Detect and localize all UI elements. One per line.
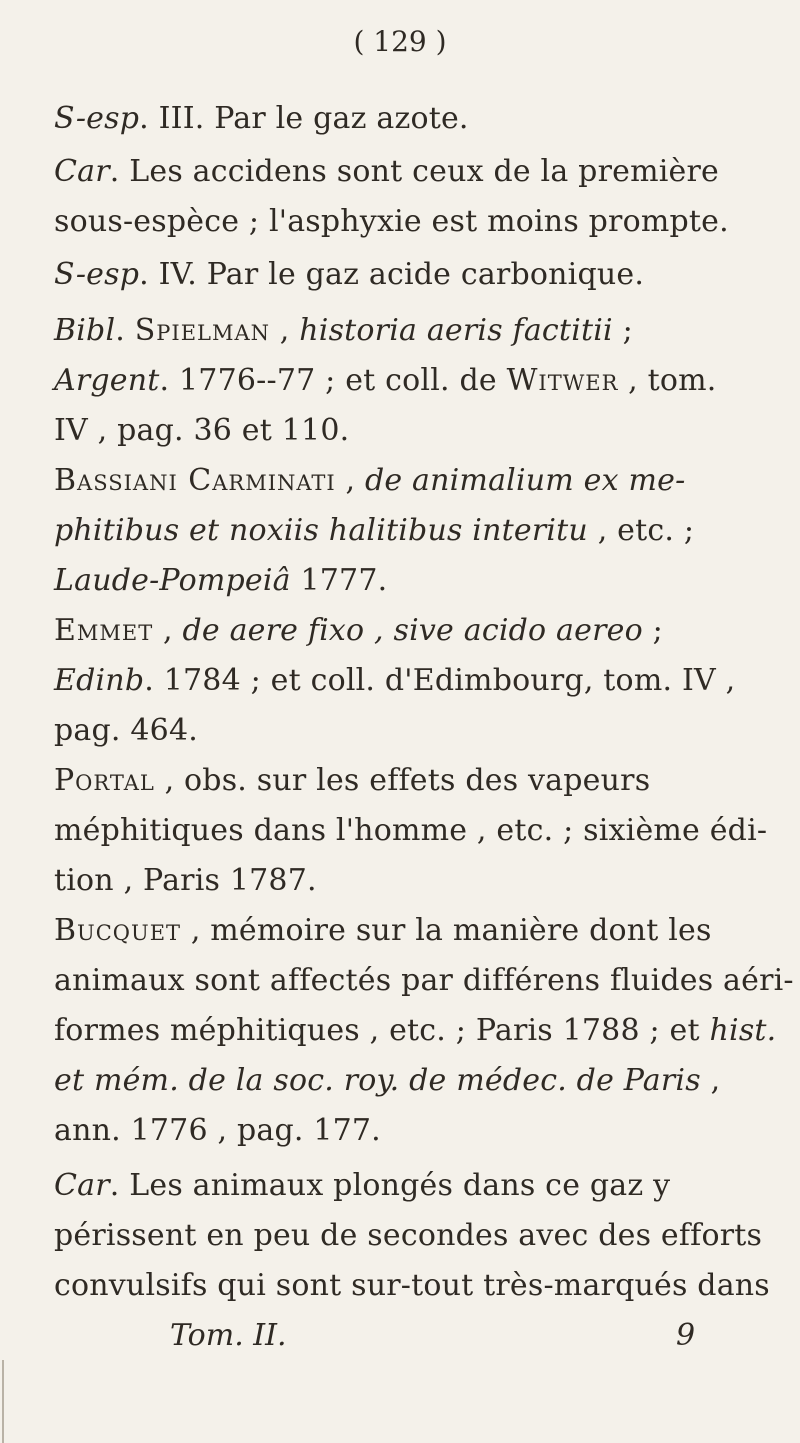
text-run: ; bbox=[612, 313, 633, 348]
text-line bbox=[54, 412, 349, 450]
text-run: S-esp bbox=[54, 101, 140, 136]
text-run: Bibl bbox=[54, 313, 116, 348]
text-run: Laude-Pompeiâ bbox=[54, 563, 291, 598]
text-run: phitibus et noxiis halitibus interitu bbox=[54, 513, 588, 548]
text-run: méphitiques dans l'homme , etc. ; sixième édi- bbox=[54, 813, 768, 848]
text-line bbox=[54, 812, 767, 850]
text-run: , bbox=[153, 613, 183, 648]
text-run: périssent en peu de secondes avec des efforts bbox=[54, 1218, 763, 1253]
text-line bbox=[54, 203, 729, 241]
text-run: Witwer bbox=[506, 363, 619, 398]
text-run: IV , pag. 36 et 110. bbox=[54, 413, 350, 448]
text-run: historia aeris factitii bbox=[299, 313, 613, 348]
signature-mark: Tom. II. bbox=[170, 1318, 287, 1353]
text-run: Edinb bbox=[54, 663, 145, 698]
text-line bbox=[54, 1062, 720, 1100]
text-run: , bbox=[270, 313, 300, 348]
text-line bbox=[54, 153, 719, 191]
text-line bbox=[54, 912, 712, 950]
text-line bbox=[54, 562, 387, 600]
text-run: , bbox=[335, 463, 365, 498]
text-line bbox=[54, 612, 663, 650]
text-run: ; bbox=[642, 613, 663, 648]
text-line bbox=[54, 256, 644, 294]
text-run: . 1776--77 ; et coll. de bbox=[159, 363, 507, 398]
text-run: Car bbox=[54, 154, 110, 189]
text-run: , bbox=[700, 1063, 721, 1098]
text-line bbox=[54, 1167, 670, 1205]
text-run: . bbox=[115, 313, 135, 348]
text-line bbox=[54, 962, 794, 1000]
text-line bbox=[54, 1012, 776, 1050]
text-run: Emmet bbox=[54, 613, 154, 648]
text-run: , etc. ; bbox=[587, 513, 695, 548]
text-line bbox=[54, 1217, 762, 1255]
text-run: . IV. Par le gaz acide carbonique. bbox=[139, 257, 645, 292]
text-line bbox=[54, 712, 198, 750]
sheet-number: 9 bbox=[676, 1318, 696, 1353]
page-number: ( 129 ) bbox=[353, 25, 447, 58]
text-run: Bucquet bbox=[54, 913, 182, 948]
text-line bbox=[54, 662, 735, 700]
text-run: animaux sont affectés par différens fluides aéri- bbox=[54, 963, 794, 998]
text-run: formes méphitiques , etc. ; Paris 1788 ; et bbox=[54, 1013, 710, 1048]
text-run: Portal bbox=[54, 763, 155, 798]
text-run: et mém. de la soc. roy. de médec. de Paris bbox=[54, 1063, 701, 1098]
text-line bbox=[54, 1267, 770, 1305]
text-run: S-esp bbox=[54, 257, 140, 292]
text-run: , mémoire sur la manière dont les bbox=[181, 913, 712, 948]
text-line bbox=[54, 512, 694, 550]
text-line bbox=[54, 862, 317, 900]
text-run: , tom. bbox=[618, 363, 717, 398]
text-run: sous-espèce ; l'asphyxie est moins prompte. bbox=[54, 204, 729, 239]
text-run: hist. bbox=[709, 1013, 777, 1048]
text-run: Spielman bbox=[134, 313, 271, 348]
text-run: . 1784 ; et coll. d'Edimbourg, tom. IV , bbox=[144, 663, 736, 698]
text-run: Car bbox=[54, 1168, 110, 1203]
text-run: de animalium ex me- bbox=[364, 463, 686, 498]
text-line bbox=[54, 762, 650, 800]
text-run: 1777. bbox=[290, 563, 388, 598]
text-run: . Les accidens sont ceux de la première bbox=[109, 154, 719, 189]
text-run: Argent bbox=[54, 363, 160, 398]
text-run: convulsifs qui sont sur-tout très-marqués dans bbox=[54, 1268, 770, 1303]
text-run: Bassiani Carminati bbox=[54, 463, 336, 498]
text-line bbox=[54, 362, 717, 400]
text-run: pag. 464. bbox=[54, 713, 198, 748]
text-run: ann. 1776 , pag. 177. bbox=[54, 1113, 381, 1148]
text-line bbox=[54, 1112, 381, 1150]
text-run: . III. Par le gaz azote. bbox=[139, 101, 469, 136]
text-line bbox=[54, 462, 685, 500]
text-line bbox=[54, 100, 469, 138]
text-run: tion , Paris 1787. bbox=[54, 863, 317, 898]
text-run: . Les animaux plongés dans ce gaz y bbox=[109, 1168, 671, 1203]
text-run: de aere fixo , sive acido aereo bbox=[182, 613, 643, 648]
text-line bbox=[54, 312, 633, 350]
text-run: , obs. sur les effets des vapeurs bbox=[154, 763, 651, 798]
binding-edge bbox=[2, 1360, 4, 1443]
